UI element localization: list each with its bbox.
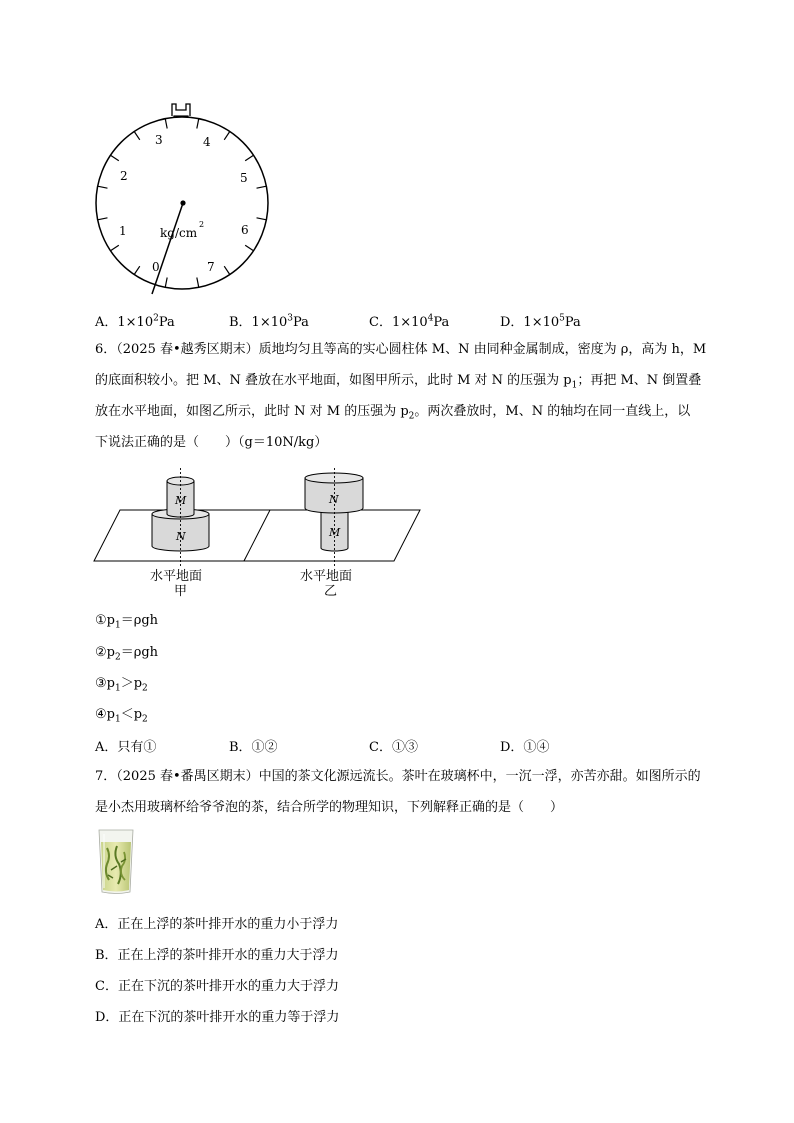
q6-statement-1: $①p_1=\rho gh$ bbox=[95, 613, 159, 631]
gauge-unit: kg/cm bbox=[160, 226, 198, 240]
q7-option-b[interactable]: B．正在上浮的茶叶排开水的重力大于浮力 bbox=[95, 948, 339, 963]
q5-option-b[interactable]: B．$1\times 10^3Pa$ bbox=[229, 313, 309, 330]
gauge-number-6: 6 bbox=[241, 223, 249, 237]
caption-yi: 乙 bbox=[324, 584, 338, 599]
tea-glass-photo bbox=[95, 828, 137, 896]
label-n-yi: N bbox=[329, 493, 339, 506]
gauge-unit-sup: 2 bbox=[199, 220, 205, 229]
label-m-jia: M bbox=[175, 494, 187, 507]
label-n-jia: N bbox=[176, 530, 186, 543]
pressure-gauge-figure bbox=[90, 98, 280, 298]
cylinders-figure bbox=[92, 468, 422, 603]
q6-option-c[interactable]: C．①③ bbox=[369, 740, 418, 755]
label-m-yi: M bbox=[329, 526, 341, 539]
gauge-number-4: 4 bbox=[203, 135, 211, 149]
q6-stem-line4: 下说法正确的是（ ）（g＝10N/kg） bbox=[95, 435, 328, 450]
gauge-number-7: 7 bbox=[207, 260, 215, 274]
gauge-number-3: 3 bbox=[155, 133, 163, 147]
q6-statement-2: $②p_2=\rho gh$ bbox=[95, 645, 159, 663]
caption-ground-jia: 水平地面 bbox=[150, 569, 203, 584]
q6-stem-line1: 6．（2025 春•越秀区期末）质地均匀且等高的实心圆柱体 M、N 由同种金属制成，密度为 ρ，高为 h，M bbox=[95, 342, 707, 357]
q5-option-c[interactable]: C．$1\times 10^4Pa$ bbox=[369, 313, 450, 330]
gauge-number-0: 0 bbox=[152, 260, 160, 274]
gauge-number-5: 5 bbox=[240, 171, 248, 185]
caption-jia: 甲 bbox=[174, 584, 188, 599]
caption-ground-yi: 水平地面 bbox=[300, 569, 353, 584]
q6-stem-line2: 的底面积较小。把 M、N 叠放在水平地面，如图甲所示，此时 M 对 N 的压强为 $p_1$；再把 M、N 倒置叠 bbox=[95, 373, 702, 391]
q7-stem-line2: 是小杰用玻璃杯给爷爷泡的茶，结合所学的物理知识，下列解释正确的是（ ） bbox=[95, 800, 564, 815]
q5-option-a[interactable]: A．$1\times 10^2Pa$ bbox=[95, 313, 175, 330]
q6-option-b[interactable]: B．①② bbox=[229, 740, 278, 755]
q7-option-d[interactable]: D．正在下沉的茶叶排开水的重力等于浮力 bbox=[95, 1010, 340, 1025]
q5-option-d[interactable]: D．$1\times 10^5Pa$ bbox=[500, 313, 581, 330]
gauge-number-2: 2 bbox=[120, 169, 128, 183]
q7-option-a[interactable]: A．正在上浮的茶叶排开水的重力小于浮力 bbox=[95, 917, 339, 932]
q6-statement-3: $③p_1>p_2$ bbox=[95, 676, 148, 694]
q6-stem-line3: 放在水平地面，如图乙所示，此时 N 对 M 的压强为 $p_2$。两次叠放时，M、N 的轴均在同一直线上，以 bbox=[95, 404, 691, 422]
q7-option-c[interactable]: C．正在下沉的茶叶排开水的重力大于浮力 bbox=[95, 979, 339, 994]
q6-statement-4: $④p_1<p_2$ bbox=[95, 707, 148, 725]
gauge-number-1: 1 bbox=[119, 224, 127, 238]
q6-option-d[interactable]: D．①④ bbox=[500, 740, 550, 755]
q6-option-a[interactable]: A．只有① bbox=[95, 740, 157, 755]
q7-stem-line1: 7．（2025 春•番禺区期末）中国的茶文化源远流长。茶叶在玻璃杯中，一沉一浮，亦苦亦甜。如图所示的 bbox=[95, 769, 701, 784]
